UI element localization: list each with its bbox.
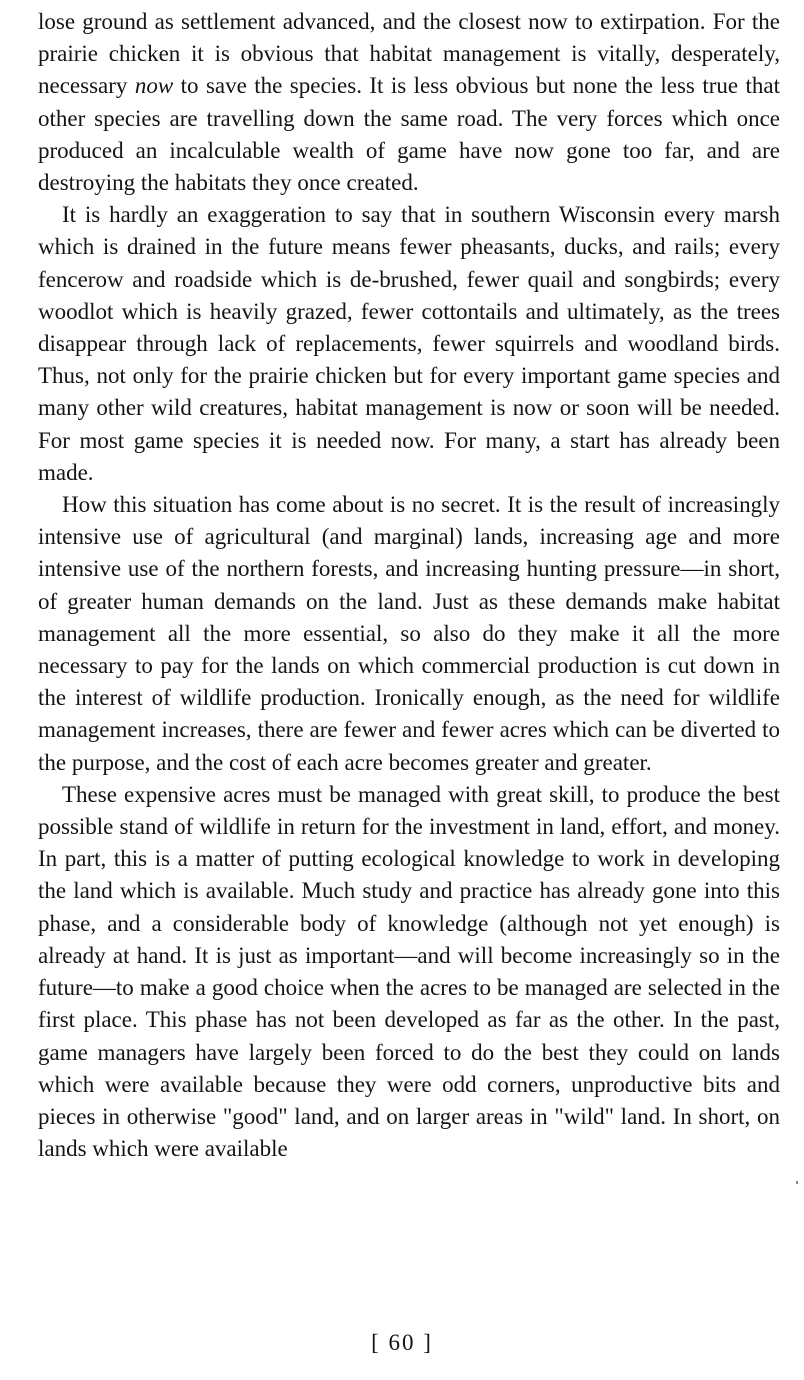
page-body [38, 6, 780, 1165]
margin-mark [796, 1181, 798, 1184]
emphasis-now: now [134, 73, 174, 99]
paragraph: These expensive acres must be managed with great skill, to produce the best possible stand of wildlife in return for the investment in land, effort, and money. In part, this is a matter of putting ecological knowledge to work in developing the land which is available. Much study and practice has already gone into this phase, and a considerable body of knowledge (although not yet enough) is already at hand. It is just as important—and will become increasingly so in the future—to make a good choice when the acres to be managed are selected in the first place. This phase has not been developed as far as the other. In the past, game managers have largely been forced to do the best they could on lands which were available because they were odd corners, unproductive bits and pieces in otherwise "good" land, and on larger areas in "wild" land. In short, on lands which were available [38, 781, 780, 1162]
paragraph-continued [38, 6, 780, 199]
page-number: [ 60 ] [371, 1330, 433, 1355]
paragraph-text: lose ground as settlement advanced, and the closest now to extirpation. For the prairie chicken it is obvious that habitat management is vitally, desperately, necessary [38, 9, 780, 99]
paragraph: It is hardly an exaggeration to say that in southern Wisconsin every marsh which is drained in the future means fewer pheasants, ducks, and rails; every fencerow and roadside which is de-brushed, fewer quail and songbirds; every woodlot which is heavily grazed, fewer cottontails and ultimately, as the trees disappear through lack of replacements, fewer squirrels and woodland birds. Thus, not only for the prairie chicken but for every important game species and many other wild creatures, habitat management is now or soon will be needed. For most game species it is needed now. For many, a start has already been made. [38, 202, 780, 485]
paragraph-text: to save the species. It is less obvious but none the less true that other species are travelling down the same road. The very forces which once produced an incalculable wealth of game have now gone too far, and are destroying the habitats they once created. [38, 73, 780, 196]
paragraph: How this situation has come about is no secret. It is the result of increasingly intensive use of agricultural (and marginal) lands, increasing age and more intensive use of the northern forests, and increasing hunting pressure—in short, of greater human demands on the land. Just as these demands make habitat management all the more essential, so also do they make it all the more necessary to pay for the lands on which commercial production is cut down in the interest of wildlife production. Ironically enough, as the need for wildlife management increases, there are fewer and fewer acres which can be diverted to the purpose, and the cost of each acre becomes greater and greater. [38, 492, 780, 775]
